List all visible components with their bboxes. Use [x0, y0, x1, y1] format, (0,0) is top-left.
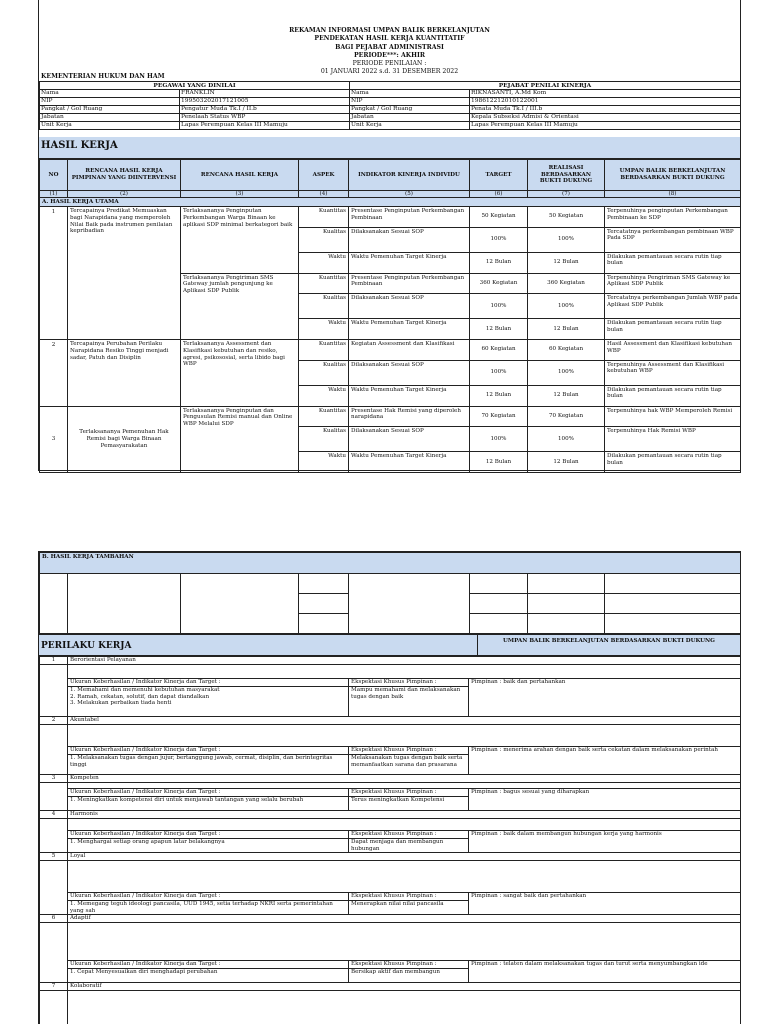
realisasi: 100% — [528, 360, 605, 385]
table-row — [40, 406, 741, 427]
target: 12 Bulan — [470, 385, 528, 406]
indikator: Dilaksanakan Sesuai SOP — [349, 360, 470, 385]
ukuran-label: Ukuran Keberhasilan / Indikator Kinerja dan Target : — [68, 831, 349, 839]
perilaku-name: Kolaboratif — [68, 983, 741, 991]
pejabat-value: 198612212010122001 — [470, 98, 741, 106]
pegawai-label: Pangkat / Gol Ruang — [40, 106, 180, 114]
pejabat-label: Unit Kerja — [350, 122, 470, 130]
realisasi: 12 Bulan — [528, 385, 605, 406]
umpan-balik: Terpenuhinya Pengiriman SMS Gateway ke Aplikasi SDP Publik — [605, 273, 741, 294]
spacer-cell — [40, 783, 68, 811]
indikator: Presentase Penginputan Perkembangan Pembinaan — [349, 207, 470, 228]
spacer-cell — [68, 725, 741, 747]
indikator: Dilaksanakan Sesuai SOP — [349, 227, 470, 252]
umpan-balik: Hasil Assessment dan Klasifikasi kebutuhan WBP — [605, 340, 741, 361]
list-item — [40, 811, 741, 819]
umpan-balik: Dilakukan pemantauan secara rutin tiap bulan — [605, 319, 741, 340]
hasil-kerja-table — [39, 159, 741, 473]
target: 360 Kegiatan — [470, 273, 528, 294]
aspek: Kuantitas — [299, 340, 349, 361]
pegawai-label: Unit Kerja — [40, 122, 180, 130]
ekspektasi-value: Melaksanakan tugas dengan baik serta memanfaatkan sarana dan prasarana — [349, 755, 469, 775]
rencana-hasil-kerja: Terlaksananya Pengiriman SMS Gateway jumlah pengunjung ke Aplikasi SDP Publik — [181, 273, 299, 340]
ukuran-label: Ukuran Keberhasilan / Indikator Kinerja dan Target : — [68, 789, 349, 797]
hasil-kerja-bar — [39, 137, 740, 159]
list-item — [40, 915, 741, 923]
pegawai-value: FRANKLIN — [180, 90, 350, 98]
hasil-kerja-tambahan-table — [39, 552, 741, 634]
column-header: ASPEK — [299, 160, 349, 191]
ekspektasi-value: Dapat menjaga dan membangun hubungan — [349, 839, 469, 853]
umpan-balik: Tercatatnya perkembangan pembinaan WBP Pada SDP — [605, 227, 741, 252]
ukuran-value: 1. Melaksanakan tugas dengan jujur, bertanggung jawab, cermat, disiplin, dan berintegritas tinggi — [68, 755, 349, 775]
realisasi: 60 Kegiatan — [528, 340, 605, 361]
ekspektasi-label: Ekspektasi Khusus Pimpinan : — [349, 679, 469, 687]
pegawai-value: Pengatur Muda Tk.I / II.b — [180, 106, 350, 114]
pejabat-label: Nama — [350, 90, 470, 98]
realisasi: 12 Bulan — [528, 452, 605, 473]
tambahan-cell — [470, 574, 528, 594]
rencana-hasil-kerja: Terlaksananya Assessment dan Klasifikasi kebutuhan dan resiko, agresi, psikososial, serta libido bagi WBP — [181, 340, 299, 407]
target: 12 Bulan — [470, 252, 528, 273]
aspek: Kualitas — [299, 360, 349, 385]
perilaku-name: Harmonis — [68, 811, 741, 819]
list-item — [40, 717, 741, 725]
perilaku-number: 7 — [40, 983, 68, 991]
row-number: 3 — [40, 406, 68, 473]
spacer-cell — [40, 861, 68, 915]
ekspektasi-label: Ekspektasi Khusus Pimpinan : — [349, 831, 469, 839]
target: 12 Bulan — [470, 319, 528, 340]
column-number: (1) — [40, 191, 68, 198]
target: 50 Kegiatan — [470, 207, 528, 228]
perilaku-number: 2 — [40, 717, 68, 725]
pegawai-label: Nama — [40, 90, 180, 98]
spacer-cell — [68, 923, 741, 961]
document-header — [39, 27, 740, 77]
tambahan-cell — [349, 574, 470, 634]
indikator: Dilaksanakan Sesuai SOP — [349, 427, 470, 452]
perilaku-name: Berorientasi Pelayanan — [68, 657, 741, 665]
perilaku-number: 4 — [40, 811, 68, 819]
pegawai-label: NIP — [40, 98, 180, 106]
ukuran-value: 1. Meningkatkan kompetensi diri untuk menjawab tantangan yang selalu berubah — [68, 797, 349, 811]
list-item — [40, 853, 741, 861]
periode-value: 01 JANUARI 2022 s.d. 31 DESEMBER 2022 — [320, 68, 459, 76]
umpan-balik: Terpenuhinya penginputan Perkembangan Pembinaan ke SDP — [605, 207, 741, 228]
umpan-balik: Terpenuhinya Assessment dan Klasifikasi kebutuhan WBP — [605, 360, 741, 385]
ukuran-value: 1. Memegang teguh ideologi pancasila, UUD 1945, setia terhadap NKRI serta pemerintahan yang sah — [68, 901, 349, 915]
tambahan-cell — [181, 574, 299, 634]
perilaku-umpan: Pimpinan : baik dalam membangun hubungan kerja yang harmonis — [469, 831, 741, 853]
perilaku-number: 6 — [40, 915, 68, 923]
perilaku-umpan: Pimpinan : baik dan pertahankan — [469, 679, 741, 717]
list-item — [40, 775, 741, 783]
umpan-balik: Dilakukan pemantauan secara rutin tiap bulan — [605, 385, 741, 406]
tambahan-cell — [605, 594, 741, 614]
pejabat-label: NIP — [350, 98, 470, 106]
ukuran-value: 1. Cepat Menyesuaikan diri menghadapi perubahan — [68, 969, 349, 983]
perilaku-title: PERILAKU KERJA — [41, 641, 132, 651]
perilaku-umpan: Pimpinan : bagus sesuai yang diharapkan — [469, 789, 741, 811]
tambahan-cell — [299, 594, 349, 614]
ekspektasi-label: Ekspektasi Khusus Pimpinan : — [349, 961, 469, 969]
page-2 — [38, 551, 741, 1024]
perilaku-name: Loyal — [68, 853, 741, 861]
target: 12 Bulan — [470, 452, 528, 473]
spacer-cell — [40, 819, 68, 853]
rencana-hasil-kerja: Terlaksananya Penginputan Perkembangan Warga Binaan ke aplikasi SDP minimal berkategori baik — [181, 207, 299, 274]
pegawai-label: Jabatan — [40, 114, 180, 122]
indikator: Waktu Pemenuhan Target Kinerja — [349, 385, 470, 406]
pejabat-value: Penata Muda Tk.I / III.b — [470, 106, 741, 114]
spacer-cell — [40, 665, 68, 717]
column-header: REALISASI BERDASARKAN BUKTI DUKUNG — [528, 160, 605, 191]
spacer-cell — [68, 819, 741, 831]
target: 60 Kegiatan — [470, 340, 528, 361]
column-number: (3) — [181, 191, 299, 198]
column-number: (2) — [68, 191, 181, 198]
tambahan-cell — [40, 574, 68, 634]
column-number: (4) — [299, 191, 349, 198]
aspek: Waktu — [299, 385, 349, 406]
spacer-cell — [40, 991, 68, 1024]
aspek: Kuantitas — [299, 273, 349, 294]
realisasi: 360 Kegiatan — [528, 273, 605, 294]
realisasi: 100% — [528, 427, 605, 452]
kementerian-label: KEMENTERIAN HUKUM DAN HAM — [41, 73, 165, 80]
perilaku-number: 5 — [40, 853, 68, 861]
ekspektasi-value: Terus meningkatkan Kompetensi — [349, 797, 469, 811]
aspek: Waktu — [299, 452, 349, 473]
pejabat-label: Pangkat / Gol Ruang — [350, 106, 470, 114]
umpan-balik: Terpenuhinya hak WBP Memperoleh Remisi — [605, 406, 741, 427]
perilaku-number: 1 — [40, 657, 68, 665]
indikator: Dilaksanakan Sesuai SOP — [349, 294, 470, 319]
identity-table — [39, 81, 741, 130]
column-number: (8) — [605, 191, 741, 198]
pejabat-value: Kepala Subseksi Admisi & Orientasi — [470, 114, 741, 122]
section-title: A. HASIL KERJA UTAMA — [40, 198, 741, 207]
ekspektasi-value: Mampu memahami dan melaksanakan tugas dengan baik — [349, 687, 469, 717]
tambahan-cell — [528, 594, 605, 614]
ukuran-value: 1. Memahami dan memenuhi kebutuhan masyarakat 2. Ramah, cekatan, solutif, dan dapat diandalkan 3. Melakukan perbaikan tiada henti — [68, 687, 349, 717]
target: 100% — [470, 227, 528, 252]
pegawai-value: Penelaah Status WBP — [180, 114, 350, 122]
tambahan-cell — [605, 574, 741, 594]
aspek: Kualitas — [299, 427, 349, 452]
realisasi: 70 Kegiatan — [528, 406, 605, 427]
column-header: RENCANA HASIL KERJA PIMPINAN YANG DIINTERVENSI — [68, 160, 181, 191]
ekspektasi-label: Ekspektasi Khusus Pimpinan : — [349, 789, 469, 797]
row-number: 1 — [40, 207, 68, 340]
tambahan-cell — [528, 614, 605, 634]
ukuran-label: Ukuran Keberhasilan / Indikator Kinerja dan Target : — [68, 747, 349, 755]
column-header: NO — [40, 160, 68, 191]
row-number: 2 — [40, 340, 68, 407]
pejabat-value: Lapas Perempuan Kelas III Mamuju — [470, 122, 741, 130]
rencana-pimpinan: Terlaksananya Pemenuhan Hak Remisi bagi Warga Binaan Pemasyarakatan — [68, 406, 181, 473]
perilaku-kerja-table — [39, 656, 741, 1024]
ekspektasi-value: Bersikap aktif dan membangun — [349, 969, 469, 983]
table-row — [40, 207, 741, 228]
target: 100% — [470, 360, 528, 385]
column-header: INDIKATOR KINERJA INDIVIDU — [349, 160, 470, 191]
header-line-2: PENDEKATAN HASIL KERJA KUANTITATIF — [314, 35, 465, 43]
pegawai-value: Lapas Perempuan Kelas III Mamuju — [180, 122, 350, 130]
column-header: RENCANA HASIL KERJA — [181, 160, 299, 191]
ukuran-label: Ukuran Keberhasilan / Indikator Kinerja dan Target : — [68, 961, 349, 969]
rencana-hasil-kerja: Terlaksananya Penginputan dan Pengusulan Remisi manual dan Online WBP Melalui SDP — [181, 406, 299, 473]
ukuran-label: Ukuran Keberhasilan / Indikator Kinerja dan Target : — [68, 893, 349, 901]
tambahan-title: B. HASIL KERJA TAMBAHAN — [40, 553, 741, 574]
perilaku-umpan: Pimpinan : sangat baik dan pertahankan — [469, 893, 741, 915]
header-line-3: BAGI PEJABAT ADMINISTRASI — [335, 43, 444, 51]
realisasi: 50 Kegiatan — [528, 207, 605, 228]
pejabat-title: PEJABAT PENILAI KINERJA — [350, 82, 741, 90]
column-number: (5) — [349, 191, 470, 198]
spacer-cell — [68, 991, 741, 1024]
header-line-4: PERIODE***: AKHIR — [353, 51, 426, 59]
pejabat-label: Jabatan — [350, 114, 470, 122]
indikator: Waktu Pemenuhan Target Kinerja — [349, 319, 470, 340]
ukuran-value: 1. Menghargai setiap orang apapun latar belakangnya — [68, 839, 349, 853]
ekspektasi-value: Menerapkan nilai nilai pancasila — [349, 901, 469, 915]
ekspektasi-label: Ekspektasi Khusus Pimpinan : — [349, 893, 469, 901]
tambahan-cell — [299, 574, 349, 594]
target: 70 Kegiatan — [470, 406, 528, 427]
perilaku-umpan: Pimpinan : telaten dalam melaksanakan tugas dan turut serta menyumbangkan ide — [469, 961, 741, 983]
aspek: Waktu — [299, 252, 349, 273]
perilaku-name: Akuntabel — [68, 717, 741, 725]
realisasi: 12 Bulan — [528, 319, 605, 340]
pegawai-value: 199503202017121005 — [180, 98, 350, 106]
table-row — [40, 340, 741, 361]
ekspektasi-label: Ekspektasi Khusus Pimpinan : — [349, 747, 469, 755]
column-header: UMPAN BALIK BERKELANJUTAN BERDASARKAN BUKTI DUKUNG — [605, 160, 741, 191]
page-1 — [38, 0, 741, 471]
tambahan-cell — [605, 614, 741, 634]
column-header: TARGET — [470, 160, 528, 191]
spacer-cell — [40, 725, 68, 775]
umpan-balik: Dilakukan pemantauan secara rutin tiap bulan — [605, 452, 741, 473]
umpan-balik: Tercatatnya perkembangan Jumlah WBP pada Aplikasi SDP Publik — [605, 294, 741, 319]
indikator: Waktu Pemenuhan Target Kinerja — [349, 452, 470, 473]
indikator: Waktu Pemenuhan Target Kinerja — [349, 252, 470, 273]
rencana-pimpinan: Tercapainya Predikat Memuaskan bagi Narapidana yang memperoleh Nilai Baik pada instrumen penilaian kepribadian — [68, 207, 181, 340]
tambahan-cell — [470, 594, 528, 614]
perilaku-name: Adaptif — [68, 915, 741, 923]
periode-label: PERIODE PENILAIAN : — [352, 60, 427, 68]
indikator: Presentase Penginputan Perkembangan Pembinaan — [349, 273, 470, 294]
umpan-balik: Terpenuhinya Hak Remisi WBP — [605, 427, 741, 452]
pegawai-title: PEGAWAI YANG DINILAI — [40, 82, 350, 90]
realisasi: 100% — [528, 227, 605, 252]
realisasi: 100% — [528, 294, 605, 319]
perilaku-umpan: Pimpinan : menerima arahan dengan baik serta cekatan dalam melaksanakan perintah — [469, 747, 741, 775]
aspek: Kuantitas — [299, 406, 349, 427]
perilaku-number: 3 — [40, 775, 68, 783]
aspek: Kualitas — [299, 294, 349, 319]
realisasi: 12 Bulan — [528, 252, 605, 273]
tambahan-cell — [528, 574, 605, 594]
indikator: Kegiatan Assessment dan Klasifikasi — [349, 340, 470, 361]
target: 100% — [470, 294, 528, 319]
target: 100% — [470, 427, 528, 452]
tambahan-cell — [68, 574, 181, 634]
spacer-cell — [68, 665, 741, 679]
spacer-cell — [68, 861, 741, 893]
spacer-cell — [40, 923, 68, 983]
pejabat-value: RIKNASANTI, A.Md Kom — [470, 90, 741, 98]
aspek: Kuantitas — [299, 207, 349, 228]
indikator: Presentase Hak Remisi yang diperoleh narapidana — [349, 406, 470, 427]
ukuran-label: Ukuran Keberhasilan / Indikator Kinerja dan Target : — [68, 679, 349, 687]
hasil-kerja-title: HASIL KERJA — [41, 140, 118, 151]
list-item — [40, 657, 741, 665]
rencana-pimpinan: Tercapainya Perubahan Perilaku Narapidana Resiko Tinggi menjadi sadar, Patuh dan Disiplin — [68, 340, 181, 407]
column-number: (7) — [528, 191, 605, 198]
list-item — [40, 983, 741, 991]
header-line-1: REKAMAN INFORMASI UMPAN BALIK BERKELANJUTAN — [289, 27, 490, 34]
umpan-balik: Dilakukan pemantauan secara rutin tiap bulan — [605, 252, 741, 273]
aspek: Kualitas — [299, 227, 349, 252]
tambahan-cell — [470, 614, 528, 634]
tambahan-cell — [299, 614, 349, 634]
perilaku-kerja-bar — [39, 634, 740, 656]
perilaku-name: Kompeten — [68, 775, 741, 783]
perilaku-umpan-header: UMPAN BALIK BERKELANJUTAN BERDASARKAN BUKTI DUKUNG — [477, 635, 740, 656]
column-number: (6) — [470, 191, 528, 198]
aspek: Waktu — [299, 319, 349, 340]
